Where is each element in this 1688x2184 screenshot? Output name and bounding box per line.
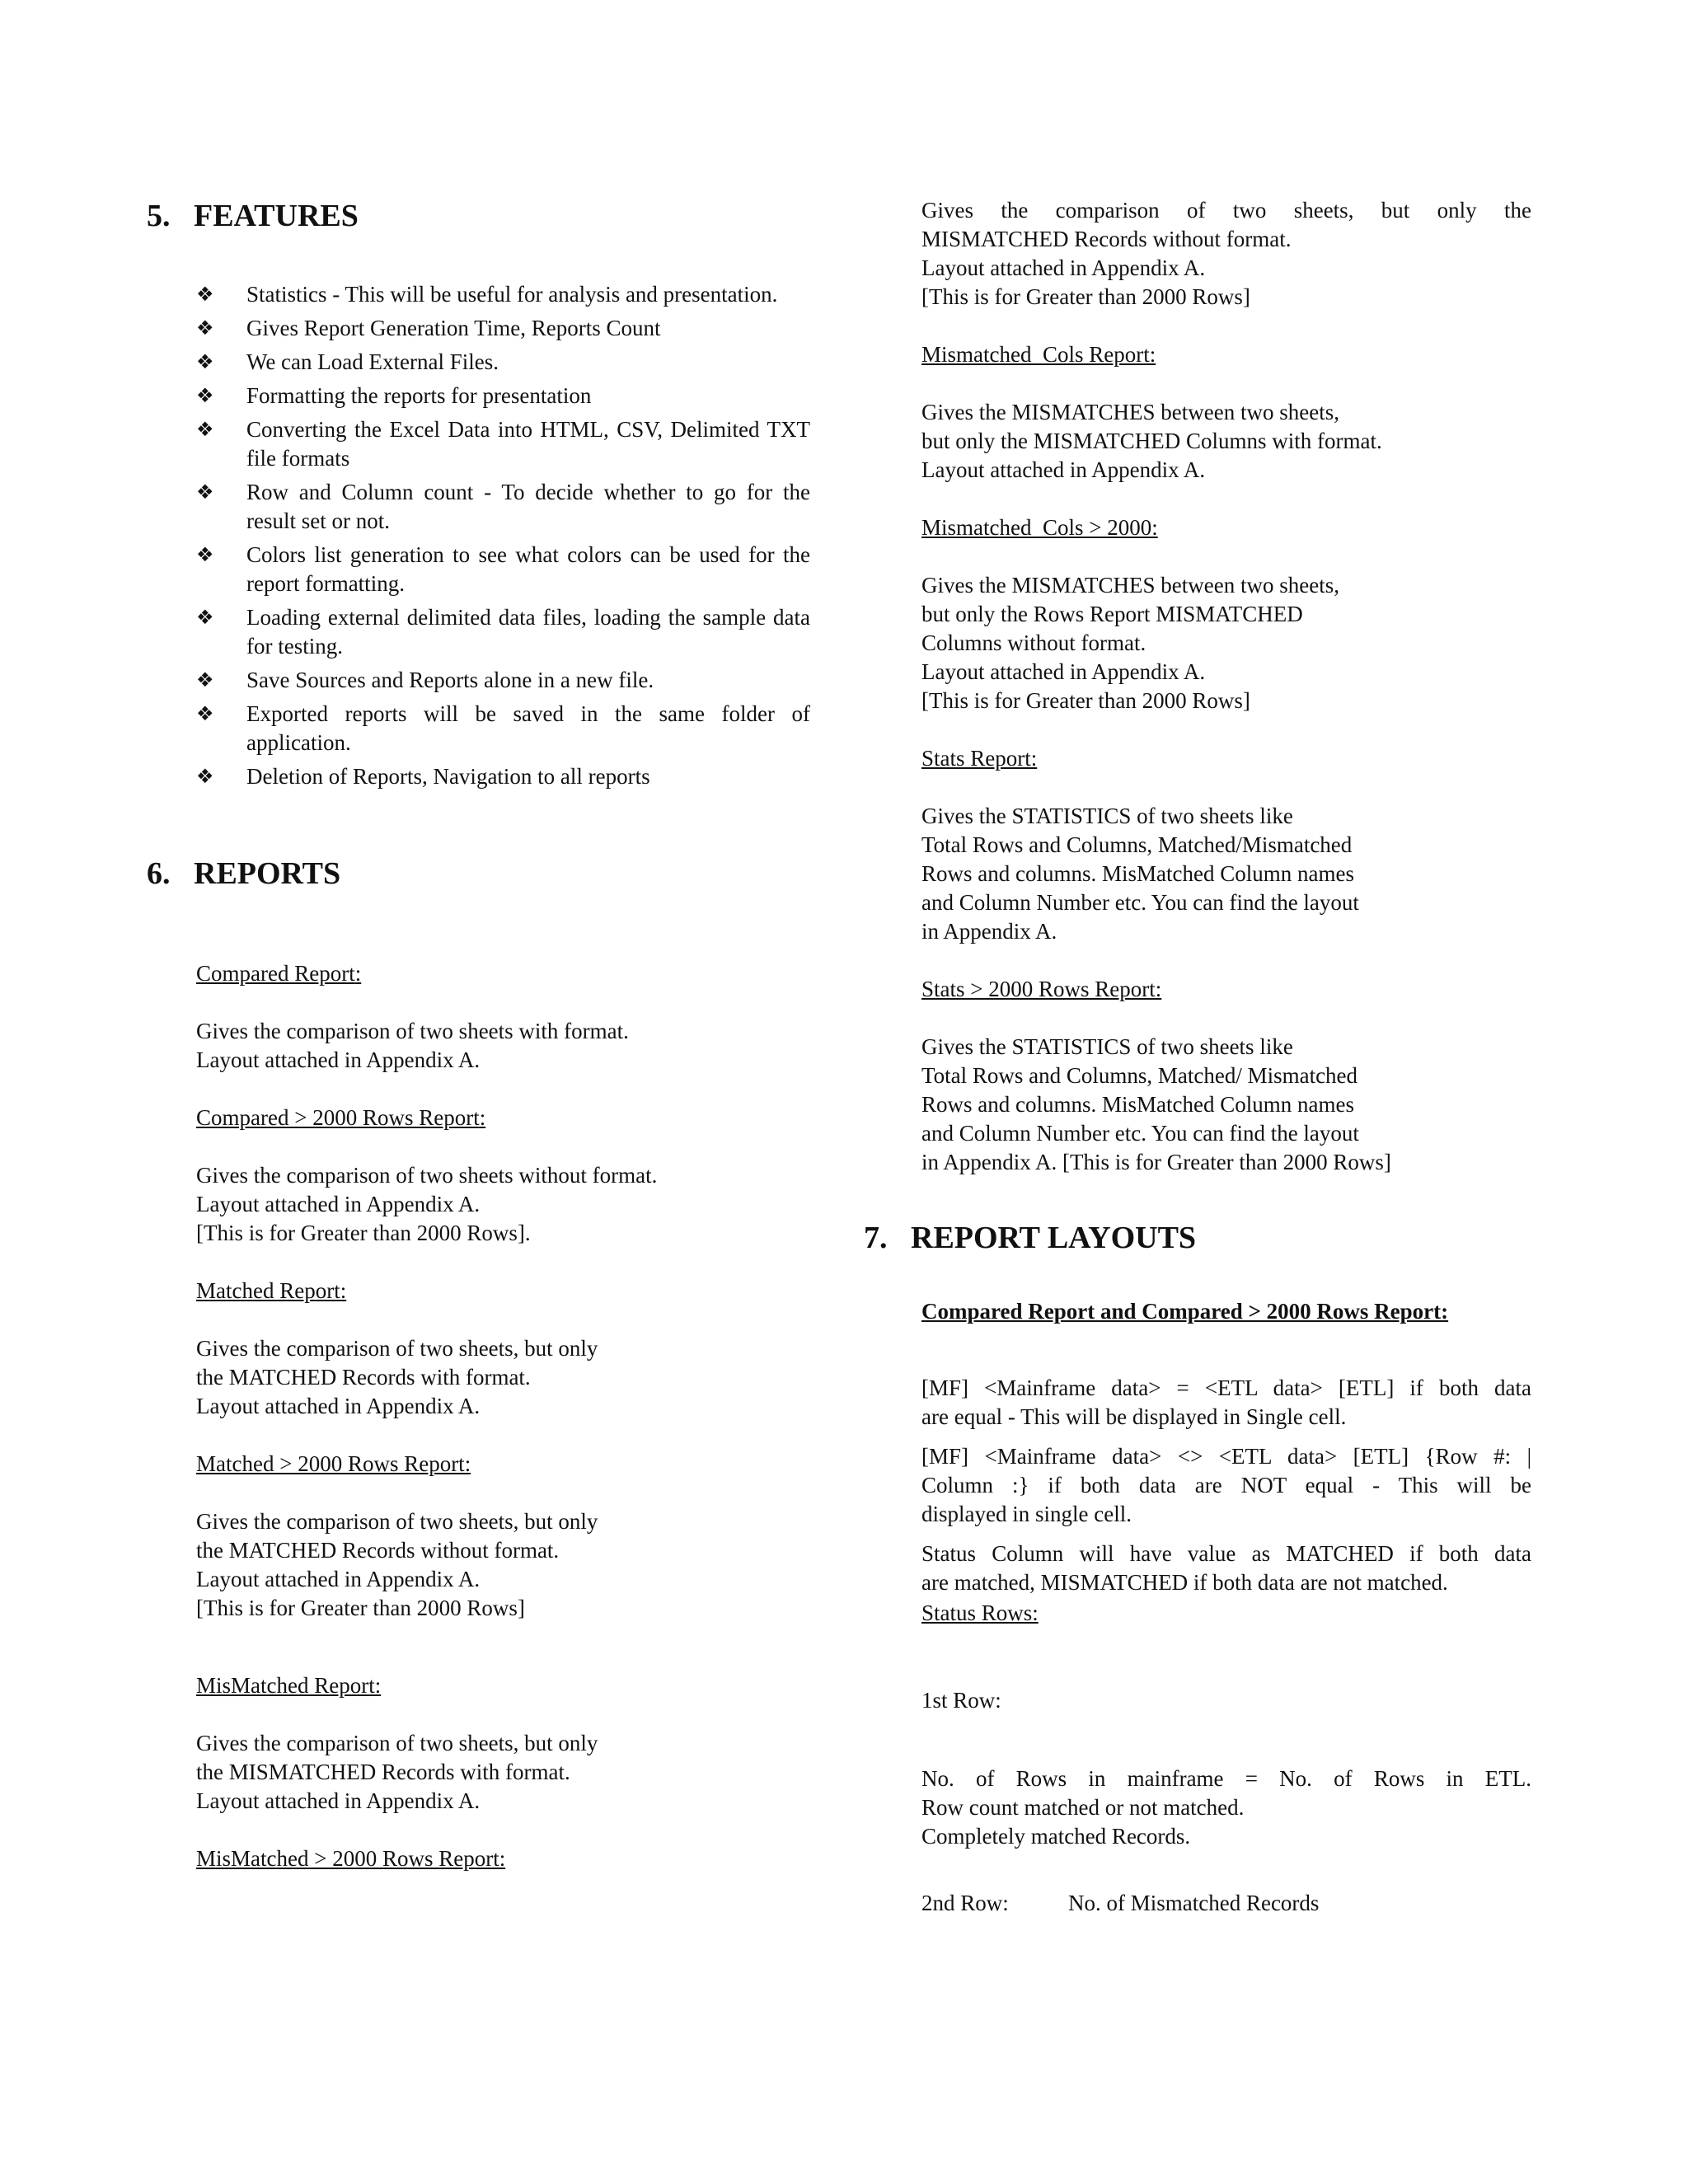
mismatched-2000-heading: MisMatched > 2000 Rows Report: bbox=[196, 1846, 506, 1871]
status-rows-heading: Status Rows: bbox=[921, 1601, 1039, 1625]
feature-text: Loading external delimited data files, loading the sample data for testing. bbox=[246, 605, 810, 658]
mismatched-report-heading: MisMatched Report: bbox=[196, 1673, 382, 1698]
compared-2000-heading bbox=[196, 1104, 485, 1132]
feature-item bbox=[196, 700, 810, 757]
text-line: the MATCHED Records with format. bbox=[196, 1365, 531, 1390]
text-line: No. of Rows in mainframe = No. of Rows in ETL. bbox=[921, 1766, 1531, 1791]
features-list bbox=[196, 280, 810, 796]
diamond-bullet-icon: ❖ bbox=[196, 384, 214, 407]
text-line: MISMATCHED Records without format. bbox=[921, 227, 1292, 251]
stats-2000-heading: Stats > 2000 Rows Report: bbox=[921, 977, 1162, 1001]
feature-text: Statistics - This will be useful for analysis and presentation. bbox=[246, 282, 778, 307]
compared-2000-text bbox=[196, 1161, 657, 1248]
feature-item bbox=[196, 415, 810, 473]
second-row-text: No. of Mismatched Records bbox=[1068, 1891, 1320, 1915]
text-line: and Column Number etc. You can find the layout bbox=[921, 1121, 1359, 1146]
text-line: but only the MISMATCHED Columns with format. bbox=[921, 429, 1382, 453]
heading-suffix: : bbox=[354, 961, 362, 986]
mismatched-cols-2000-text bbox=[921, 571, 1339, 715]
feature-item bbox=[196, 382, 810, 410]
text-line: Layout attached in Appendix A. bbox=[196, 1788, 481, 1813]
text-line: Total Rows and Columns, Matched/ Mismatched bbox=[921, 1063, 1358, 1088]
text-line: Layout attached in Appendix A. bbox=[921, 457, 1206, 482]
feature-text: Formatting the reports for presentation bbox=[246, 383, 592, 408]
heading-text: Compared Report bbox=[196, 961, 355, 986]
text-line: Row count matched or not matched. bbox=[921, 1795, 1245, 1820]
text-line: in Appendix A. bbox=[921, 919, 1057, 944]
text-line: Gives the MISMATCHES between two sheets, bbox=[921, 400, 1339, 424]
text-line: Gives the comparison of two sheets, but only the bbox=[921, 198, 1531, 223]
feature-text: We can Load External Files. bbox=[246, 349, 499, 374]
diamond-bullet-icon: ❖ bbox=[196, 543, 214, 566]
diamond-bullet-icon: ❖ bbox=[196, 606, 214, 629]
text-line: Status Column will have value as MATCHED if both data bbox=[921, 1541, 1531, 1566]
mismatched-report-text bbox=[196, 1729, 598, 1816]
layout-para-status bbox=[921, 1540, 1531, 1597]
feature-item bbox=[196, 541, 810, 598]
text-line: Rows and columns. MisMatched Column names bbox=[921, 1092, 1354, 1117]
layouts-subheading: Compared Report and Compared > 2000 Rows Report: bbox=[921, 1299, 1449, 1324]
text-line: Gives the comparison of two sheets, but only bbox=[196, 1509, 598, 1534]
text-line: Gives the comparison of two sheets, but only bbox=[196, 1731, 598, 1755]
feature-item bbox=[196, 348, 810, 377]
text-line: Gives the STATISTICS of two sheets like bbox=[921, 804, 1293, 828]
section-heading-reports bbox=[147, 855, 340, 892]
stats-2000-text bbox=[921, 1033, 1391, 1177]
text-line: Layout attached in Appendix A. bbox=[196, 1567, 481, 1591]
section-number: 6. bbox=[147, 856, 171, 891]
feature-text: Save Sources and Reports alone in a new file. bbox=[246, 668, 654, 692]
text-line: the MISMATCHED Records with format. bbox=[196, 1760, 570, 1784]
text-line: Gives the comparison of two sheets, but only bbox=[196, 1336, 598, 1361]
diamond-bullet-icon: ❖ bbox=[196, 418, 214, 441]
mismatched-cols-text bbox=[921, 398, 1382, 485]
diamond-bullet-icon: ❖ bbox=[196, 283, 214, 306]
diamond-bullet-icon: ❖ bbox=[196, 480, 214, 504]
feature-text: Gives Report Generation Time, Reports Count bbox=[246, 316, 661, 340]
text-line: Layout attached in Appendix A. bbox=[196, 1394, 481, 1418]
text-line: but only the Rows Report MISMATCHED bbox=[921, 602, 1303, 626]
feature-item bbox=[196, 603, 810, 661]
feature-item bbox=[196, 314, 810, 343]
first-row-text bbox=[921, 1765, 1531, 1851]
section-heading-features bbox=[147, 198, 359, 234]
feature-text: Converting the Excel Data into HTML, CSV, Delimited TXT file formats bbox=[246, 417, 810, 471]
matched-2000-heading: Matched > 2000 Rows Report: bbox=[196, 1451, 471, 1476]
text-line: Gives the MISMATCHES between two sheets, bbox=[921, 573, 1339, 598]
text-line: [MF] <Mainframe data> <> <ETL data> [ETL] {Row #: | bbox=[921, 1444, 1531, 1469]
text-line: Completely matched Records. bbox=[921, 1824, 1191, 1849]
mismatched-cols-heading: Mismatched_Cols Report: bbox=[921, 342, 1156, 367]
heading-suffix: : bbox=[479, 1105, 486, 1130]
matched-report-text bbox=[196, 1334, 598, 1421]
feature-text: Deletion of Reports, Navigation to all reports bbox=[246, 764, 650, 789]
feature-item bbox=[196, 666, 810, 695]
layout-para-equal bbox=[921, 1374, 1531, 1432]
text-line: Gives the comparison of two sheets with format. bbox=[196, 1019, 629, 1043]
text-line: are equal - This will be displayed in Single cell. bbox=[921, 1404, 1347, 1429]
diamond-bullet-icon: ❖ bbox=[196, 316, 214, 340]
first-row-label: 1st Row: bbox=[921, 1688, 1001, 1713]
text-line: the MATCHED Records without format. bbox=[196, 1538, 560, 1563]
feature-item bbox=[196, 762, 810, 791]
feature-text: Colors list generation to see what colors can be used for the report formatting. bbox=[246, 542, 810, 596]
matched-report-heading: Matched Report: bbox=[196, 1278, 347, 1303]
diamond-bullet-icon: ❖ bbox=[196, 668, 214, 691]
diamond-bullet-icon: ❖ bbox=[196, 765, 214, 788]
second-row-label: 2nd Row: bbox=[921, 1891, 1009, 1915]
text-line: [This is for Greater than 2000 Rows]. bbox=[196, 1221, 531, 1245]
layout-para-not-equal bbox=[921, 1442, 1531, 1529]
section-number: 7. bbox=[864, 1221, 888, 1255]
diamond-bullet-icon: ❖ bbox=[196, 702, 214, 725]
mismatched-cols-2000-heading: Mismatched_Cols > 2000: bbox=[921, 515, 1158, 540]
stats-report-heading: Stats Report: bbox=[921, 746, 1038, 771]
heading-text: Compared > 2000 Rows Report bbox=[196, 1105, 480, 1130]
feature-item bbox=[196, 478, 810, 536]
text-line: Rows and columns. MisMatched Column names bbox=[921, 861, 1354, 886]
section-title: REPORTS bbox=[194, 856, 341, 891]
diamond-bullet-icon: ❖ bbox=[196, 350, 214, 373]
matched-2000-text bbox=[196, 1507, 598, 1623]
compared-report-heading bbox=[196, 959, 361, 988]
text-line: Gives the comparison of two sheets without format. bbox=[196, 1163, 658, 1188]
text-line: Total Rows and Columns, Matched/Mismatched bbox=[921, 832, 1353, 857]
compared-report-text bbox=[196, 1017, 629, 1075]
text-line: [This is for Greater than 2000 Rows] bbox=[196, 1596, 525, 1620]
mismatched-2000-text bbox=[921, 196, 1531, 312]
section-title: REPORT LAYOUTS bbox=[911, 1221, 1197, 1255]
feature-text: Row and Column count - To decide whether to go for the result set or not. bbox=[246, 480, 810, 533]
text-line: Columns without format. bbox=[921, 630, 1146, 655]
text-line: Layout attached in Appendix A. bbox=[921, 255, 1206, 280]
text-line: Column :} if both data are NOT equal - This will be bbox=[921, 1473, 1531, 1497]
text-line: in Appendix A. [This is for Greater than 2000 Rows] bbox=[921, 1150, 1391, 1174]
stats-report-text bbox=[921, 802, 1359, 946]
section-title: FEATURES bbox=[194, 199, 359, 233]
text-line: Gives the STATISTICS of two sheets like bbox=[921, 1034, 1293, 1059]
text-line: Layout attached in Appendix A. bbox=[196, 1047, 481, 1072]
text-line: Layout attached in Appendix A. bbox=[196, 1192, 481, 1216]
text-line: are matched, MISMATCHED if both data are not matched. bbox=[921, 1570, 1448, 1595]
text-line: Layout attached in Appendix A. bbox=[921, 659, 1206, 684]
feature-text: Exported reports will be saved in the same folder of application. bbox=[246, 701, 810, 755]
section-heading-report-layouts bbox=[864, 1220, 1196, 1256]
feature-item bbox=[196, 280, 810, 309]
text-line: [This is for Greater than 2000 Rows] bbox=[921, 688, 1250, 713]
text-line: [This is for Greater than 2000 Rows] bbox=[921, 284, 1250, 309]
text-line: [MF] <Mainframe data> = <ETL data> [ETL] if both data bbox=[921, 1376, 1531, 1400]
text-line: and Column Number etc. You can find the layout bbox=[921, 890, 1359, 915]
text-line: displayed in single cell. bbox=[921, 1502, 1132, 1526]
section-number: 5. bbox=[147, 199, 171, 233]
